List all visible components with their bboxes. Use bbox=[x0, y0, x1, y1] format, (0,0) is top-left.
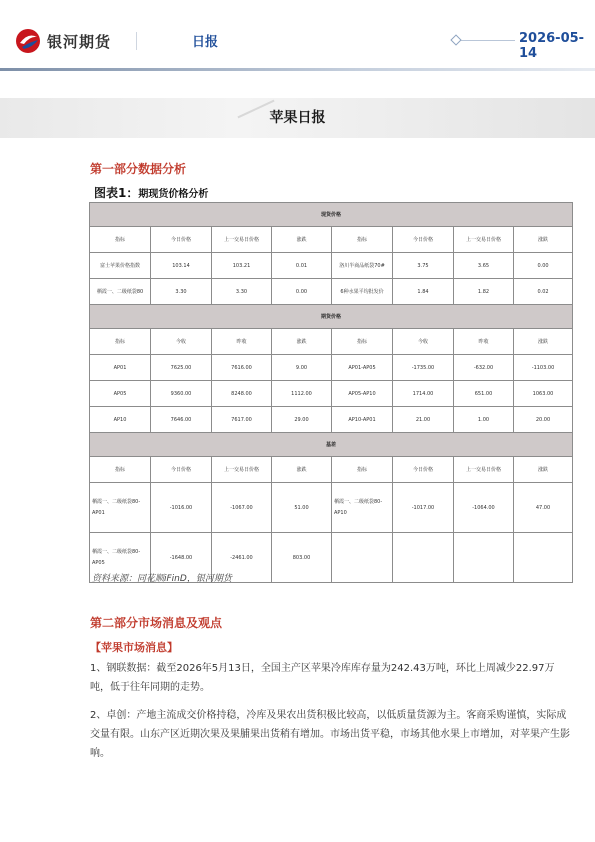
table-header-cell: 上一交易日价格 bbox=[454, 227, 514, 253]
news-paragraph-2: 2、卓创：产地主流成交价格持稳，冷库及果农出货积极比较高，以低质量货源为主。客商采购谨慎，实际成交量有限。山东产区近期次果及果脯果出货稍有增加。市场出货平稳，市场其他水果上市增加，对苹果产生影响。 bbox=[90, 710, 570, 759]
price-table bbox=[89, 202, 573, 583]
table-cell: 47.00 bbox=[514, 483, 573, 533]
table-cell: 7646.00 bbox=[151, 407, 212, 433]
table-group-row bbox=[90, 305, 573, 329]
table-cell: -1735.00 bbox=[393, 355, 454, 381]
table-row bbox=[90, 355, 573, 381]
table-cell: 803.00 bbox=[272, 533, 332, 583]
table-cell: 1.82 bbox=[454, 279, 514, 305]
table-header-cell: 涨跌 bbox=[514, 457, 573, 483]
figure-label: 图表1： bbox=[94, 186, 139, 200]
table-cell: AP05-AP10 bbox=[332, 381, 393, 407]
table-header-cell: 今日价格 bbox=[151, 227, 212, 253]
report-date: 2026-05-14 bbox=[519, 31, 585, 61]
table-header-cell: 指标 bbox=[90, 227, 151, 253]
table-header-cell: 涨跌 bbox=[272, 457, 332, 483]
table-cell: 6种水果平均批发价 bbox=[332, 279, 393, 305]
table-header-cell: 涨跌 bbox=[514, 329, 573, 355]
diamond-icon bbox=[450, 34, 461, 45]
table-header-cell: 今日价格 bbox=[393, 227, 454, 253]
table-header-cell: 涨跌 bbox=[514, 227, 573, 253]
decorative-line bbox=[455, 40, 515, 41]
table-cell: AP10-AP01 bbox=[332, 407, 393, 433]
news-paragraph-1: 1、钢联数据：截至2026年5月13日，全国主产区苹果冷库库存量为242.43万吨，环比上周减少22.97万吨，低于往年同期的走势。 bbox=[90, 663, 555, 693]
table-cell: 栖霞一、二级纸袋80-AP05 bbox=[90, 533, 151, 583]
table-cell: 7616.00 bbox=[212, 355, 272, 381]
table-row bbox=[90, 253, 573, 279]
table-header-row bbox=[90, 227, 573, 253]
table-cell bbox=[393, 533, 454, 583]
table-cell: 栖霞一、二级纸袋80-AP01 bbox=[90, 483, 151, 533]
company-name: 银河期货 bbox=[47, 32, 112, 51]
table-group-title: 期货价格 bbox=[90, 305, 573, 329]
data-source: 资料来源：同花顺iFinD，银河期货 bbox=[92, 574, 232, 584]
report-type: 日报 bbox=[192, 35, 219, 50]
table-cell: 3.75 bbox=[393, 253, 454, 279]
table-cell: AP01 bbox=[90, 355, 151, 381]
section-2-title: 第二部分市场消息及观点 bbox=[90, 616, 223, 630]
table-cell: -1067.00 bbox=[212, 483, 272, 533]
table-header-cell: 上一交易日价格 bbox=[454, 457, 514, 483]
table-header-cell: 今日价格 bbox=[151, 457, 212, 483]
table-header-cell: 昨收 bbox=[212, 329, 272, 355]
table-cell: -1016.00 bbox=[151, 483, 212, 533]
table-cell: -2461.00 bbox=[212, 533, 272, 583]
table-cell: -1648.00 bbox=[151, 533, 212, 583]
table-row bbox=[90, 407, 573, 433]
table-cell: 0.00 bbox=[514, 253, 573, 279]
table-cell: 651.00 bbox=[454, 381, 514, 407]
table-cell: 7625.00 bbox=[151, 355, 212, 381]
table-cell: 103.14 bbox=[151, 253, 212, 279]
table-header-row bbox=[90, 329, 573, 355]
table-group-row bbox=[90, 433, 573, 457]
page-header bbox=[0, 0, 595, 72]
table-cell: -1017.00 bbox=[393, 483, 454, 533]
table-cell: 3.30 bbox=[151, 279, 212, 305]
table-cell: 1.84 bbox=[393, 279, 454, 305]
table-cell: -632.00 bbox=[454, 355, 514, 381]
galaxy-logo-icon bbox=[15, 28, 41, 54]
page-title: 苹果日报 bbox=[269, 110, 326, 126]
market-news-heading: 【苹果市场消息】 bbox=[90, 641, 178, 654]
table-cell: -1064.00 bbox=[454, 483, 514, 533]
table-header-cell: 指标 bbox=[332, 457, 393, 483]
table-cell: AP01-AP05 bbox=[332, 355, 393, 381]
table-header-cell: 指标 bbox=[90, 329, 151, 355]
table-cell: 8248.00 bbox=[212, 381, 272, 407]
table-cell: AP10 bbox=[90, 407, 151, 433]
table-cell: 洛川半商品纸袋70# bbox=[332, 253, 393, 279]
table-header-cell: 上一交易日价格 bbox=[212, 227, 272, 253]
table-header-cell: 上一交易日价格 bbox=[212, 457, 272, 483]
table-header-cell: 今收 bbox=[393, 329, 454, 355]
table-header-cell: 指标 bbox=[90, 457, 151, 483]
table-cell: AP05 bbox=[90, 381, 151, 407]
table-cell: 栖霞一、二级纸袋80 bbox=[90, 279, 151, 305]
table-cell: -1103.00 bbox=[514, 355, 573, 381]
table-header-row bbox=[90, 457, 573, 483]
table-header-cell: 指标 bbox=[332, 227, 393, 253]
table-header-cell: 今日价格 bbox=[393, 457, 454, 483]
header-divider bbox=[136, 32, 137, 50]
title-banner bbox=[0, 98, 595, 138]
figure-title bbox=[94, 184, 208, 201]
company-logo bbox=[15, 28, 111, 54]
table-cell: 3.65 bbox=[454, 253, 514, 279]
table-cell bbox=[454, 533, 514, 583]
table-cell: 103.21 bbox=[212, 253, 272, 279]
table-cell: 7617.00 bbox=[212, 407, 272, 433]
table-cell: 0.02 bbox=[514, 279, 573, 305]
table-cell: 富士苹果价格指数 bbox=[90, 253, 151, 279]
table-group-title: 基差 bbox=[90, 433, 573, 457]
table-group-title: 现货价格 bbox=[90, 203, 573, 227]
table-header-cell: 涨跌 bbox=[272, 329, 332, 355]
table-cell: 9.00 bbox=[272, 355, 332, 381]
table-row bbox=[90, 381, 573, 407]
table-cell: 0.01 bbox=[272, 253, 332, 279]
section-1-title: 第一部分数据分析 bbox=[90, 162, 187, 176]
table-cell: 0.00 bbox=[272, 279, 332, 305]
table-header-cell: 今收 bbox=[151, 329, 212, 355]
table-header-cell: 指标 bbox=[332, 329, 393, 355]
table-cell: 29.00 bbox=[272, 407, 332, 433]
table-cell: 3.30 bbox=[212, 279, 272, 305]
table-cell: 1112.00 bbox=[272, 381, 332, 407]
table-row bbox=[90, 279, 573, 305]
table-header-cell: 涨跌 bbox=[272, 227, 332, 253]
table-cell: 20.00 bbox=[514, 407, 573, 433]
table-cell bbox=[514, 533, 573, 583]
header-rule bbox=[0, 68, 595, 71]
table-cell: 1.00 bbox=[454, 407, 514, 433]
table-cell bbox=[332, 533, 393, 583]
table-cell: 51.00 bbox=[272, 483, 332, 533]
table-cell: 栖霞一、二级纸袋80-AP10 bbox=[332, 483, 393, 533]
table-group-row bbox=[90, 203, 573, 227]
table-cell: 1714.00 bbox=[393, 381, 454, 407]
figure-caption: 期现货价格分析 bbox=[138, 189, 209, 200]
table-row bbox=[90, 483, 573, 533]
table-cell: 1063.00 bbox=[514, 381, 573, 407]
table-cell: 21.00 bbox=[393, 407, 454, 433]
table-header-cell: 昨收 bbox=[454, 329, 514, 355]
table-cell: 9360.00 bbox=[151, 381, 212, 407]
